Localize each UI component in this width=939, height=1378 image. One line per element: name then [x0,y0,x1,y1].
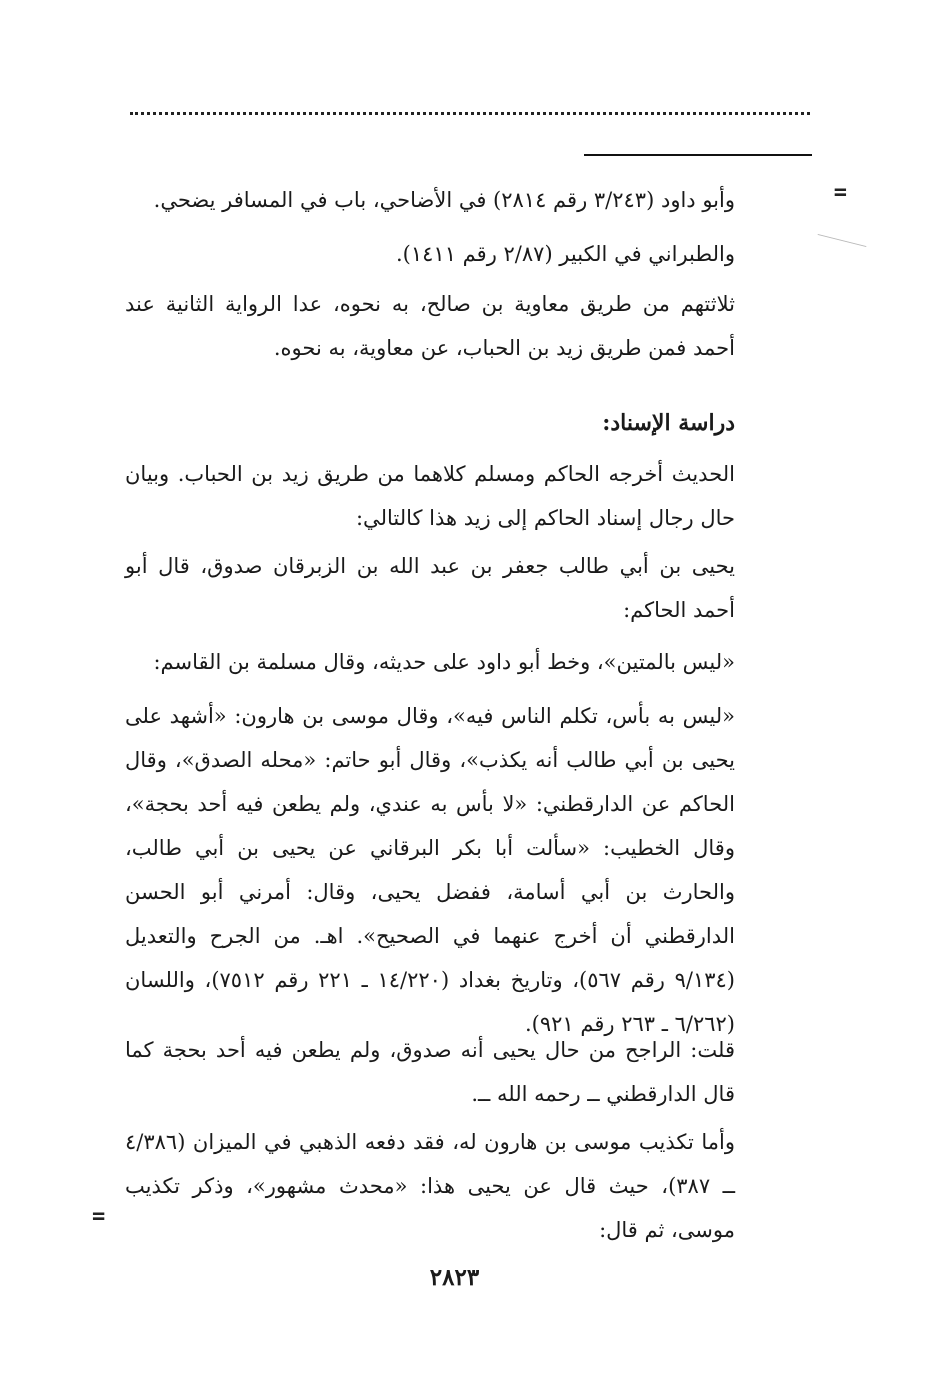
body-paragraph [125,640,735,684]
page-number: ٢٨٢٣ [429,1264,480,1291]
paragraph-text-5: قلت: الراجح من حال يحيى أنه صدوق، ولم يطعن فيه أحد بحجة كما قال الدارقطني ــ رحمه الله ــ. [125,1038,735,1106]
continuation-marker-bottom: = [92,1204,106,1229]
paragraph-text-4: «ليس به بأس، تكلم الناس فيه»، وقال موسى بن هارون: «أشهد على يحيى بن أبي طالب أنه يكذب»، وقال أبو حاتم: «محله الصدق»، وقال الحاكم عن الدارقطني: «لا بأس به عندي، ولم يطعن فيه أحد بحجة»، وقال الخطيب: «سألت أبا بكر البرقاني عن يحيى بن أبي طالب، والحارث بن أبي أسامة، ففضل يحيى، وقال: أمرني أبو الحسن الدارقطني أن أخرج عنهما في الصحيح». اهـ. من الجرح والتعديل (٩/١٣٤ رقم ٥٦٧)، وتاريخ بغداد (١٤/٢٢٠ ـ ٢٢١ رقم ٧٥١٢)، واللسان (٦/٢٦٢ ـ ٢٦٣ رقم ٩٢١). [125,704,735,1036]
separator-dots [130,112,810,115]
body-paragraph [125,1120,735,1252]
paragraph-text-6: وأما تكذيب موسى بن هارون له، فقد دفعه الذهبي في الميزان (٤/٣٨٦ ــ ٣٨٧)، حيث قال عن يحيى هذا: «محدث مشهور»، وذكر تكذيب موسى، ثم قال: [125,1130,735,1242]
continuation-marker-top: = [833,180,847,205]
footnote-text-3: ثلاثتهم من طريق معاوية بن صالح، به نحوه، عدا الرواية الثانية عند أحمد فمن طريق زيد بن الحباب، عن معاوية، به نحوه. [125,292,735,360]
paragraph-text-1: الحديث أخرجه الحاكم ومسلم كلاهما من طريق زيد بن الحباب. وبيان حال رجال إسناد الحاكم إلى زيد هذا كالتالي: [125,462,735,530]
paragraph-text-3: «ليس بالمتين»، وخط أبو داود على حديثه، وقال مسلمة بن القاسم: [153,650,735,674]
body-paragraph [125,544,735,632]
body-paragraph [125,1028,735,1116]
footnote-line [125,178,735,222]
section-heading: دراسة الإسناد: [602,410,735,436]
scan-mark [818,234,867,247]
body-paragraph [125,452,735,540]
footnote-text-1: وأبو داود (٣/٢٤٣ رقم ٢٨١٤) في الأضاحي، باب في المسافر يضحي. [153,188,735,212]
body-paragraph [125,694,735,1046]
footnote-rule [584,154,812,156]
footnote-line [125,282,735,370]
footnote-line [125,232,735,276]
paragraph-text-2: يحيى بن أبي طالب جعفر بن عبد الله بن الزبرقان صدوق، قال أبو أحمد الحاكم: [125,554,735,622]
footnote-text-2: والطبراني في الكبير (٢/٨٧ رقم ١٤١١). [396,242,735,266]
